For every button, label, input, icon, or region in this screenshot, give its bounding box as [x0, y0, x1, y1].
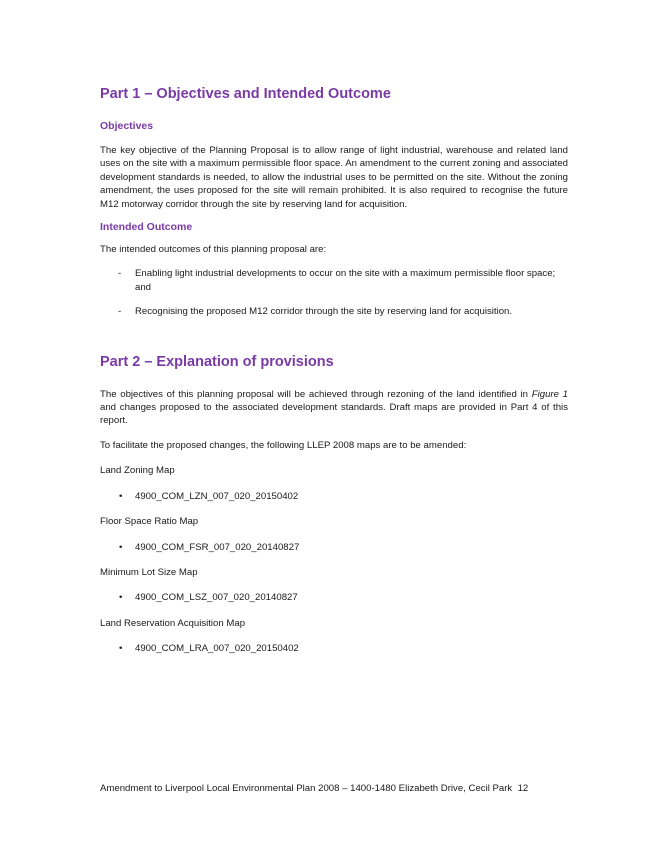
intended-outcome-heading: Intended Outcome — [100, 221, 193, 234]
map-label: Floor Space Ratio Map — [100, 516, 199, 528]
map-code: 4900_COM_FSR_007_020_20140827 — [135, 541, 300, 553]
objectives-paragraph: The key objective of the Planning Proposal is to allow range of light industrial, warehouse and related land uses on the site with a maximum permissible floor space. An amendment to the current zoning and associated development standards is needed, to allow the industrial uses to be permitted on the site. Without the zoning amendment, the uses proposed for the site will remain prohibited. It is also required to recognise the future M12 motorway corridor through the site by reserving land for acquisition. — [100, 145, 568, 210]
intended-outcome-intro: The intended outcomes of this planning proposal are: — [100, 244, 327, 256]
page-footer — [100, 782, 560, 795]
bullet-marker: • — [119, 592, 123, 604]
dash-marker: - — [118, 268, 122, 280]
map-code: 4900_COM_LSZ_007_020_20140827 — [135, 592, 298, 604]
objectives-heading: Objectives — [100, 120, 154, 132]
provisions-text-start: The objectives of this planning proposal will be achieved through rezoning of the land identified in — [100, 388, 532, 400]
list-item — [100, 305, 568, 318]
dash-marker: - — [118, 306, 122, 318]
map-label: Land Zoning Map — [100, 465, 175, 477]
map-code-item — [100, 490, 568, 503]
provisions-text-end: and changes proposed to the associated development standards. Draft maps are provided in Part 4 of this report. — [100, 402, 568, 427]
map-code-item — [100, 591, 568, 604]
outcome-text: Enabling light industrial developments to occur on the site with a maximum permissible floor space; and — [135, 268, 556, 293]
bullet-marker: • — [119, 541, 123, 553]
list-item — [100, 267, 568, 294]
map-code-item — [100, 541, 568, 554]
provisions-paragraph — [100, 388, 568, 428]
map-code-item — [100, 642, 568, 655]
part1-title: Part 1 – Objectives and Intended Outcome — [100, 86, 391, 102]
outcome-text: Recognising the proposed M12 corridor through the site by reserving land for acquisition. — [135, 306, 513, 318]
bullet-marker: • — [119, 490, 123, 502]
figure-reference: Figure 1 — [531, 388, 568, 400]
part2-title: Part 2 – Explanation of provisions — [100, 353, 334, 370]
map-label: Land Reservation Acquisition Map — [100, 617, 246, 629]
map-code: 4900_COM_LRA_007_020_20150402 — [135, 643, 299, 655]
bullet-marker: • — [119, 643, 123, 655]
document-page — [100, 84, 568, 656]
map-code: 4900_COM_LZN_007_020_20150402 — [135, 490, 299, 502]
page-number: 12 — [517, 783, 529, 794]
maps-intro-paragraph: To facilitate the proposed changes, the following LLEP 2008 maps are to be amended: — [100, 439, 467, 451]
outcomes-list — [100, 267, 568, 318]
map-label: Minimum Lot Size Map — [100, 566, 198, 578]
footer-text: Amendment to Liverpool Local Environmental Plan 2008 – 1400-1480 Elizabeth Drive, Cecil Park — [100, 783, 513, 794]
